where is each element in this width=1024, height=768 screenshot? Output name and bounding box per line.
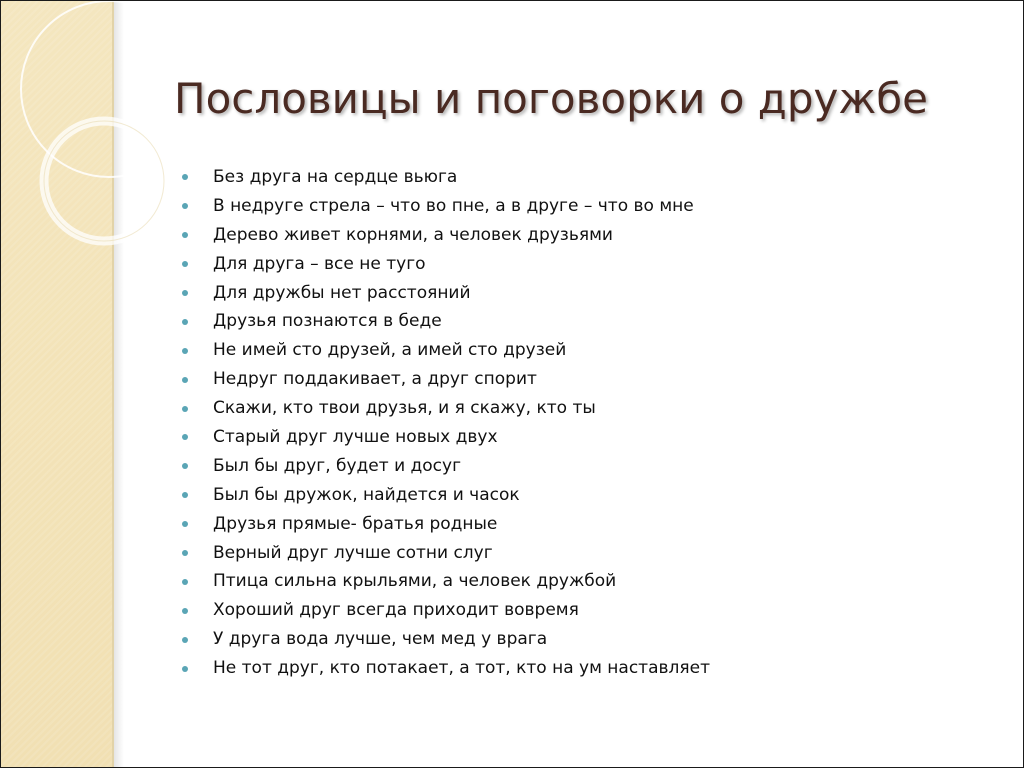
proverb-text: Хороший друг всегда приходит вовремя (213, 600, 579, 621)
bullet-icon (182, 406, 188, 412)
proverb-list (182, 163, 982, 683)
bullet-icon (182, 608, 188, 614)
proverb-text: Был бы дружок, найдется и часок (213, 484, 520, 505)
list-item (182, 625, 982, 654)
list-item (182, 250, 982, 279)
bullet-icon (182, 232, 188, 238)
bullet-icon (182, 261, 188, 267)
bullet-icon (182, 463, 188, 469)
decorative-ring-small (44, 121, 164, 241)
bullet-icon (182, 174, 188, 180)
proverb-text: Птица сильна крыльями, а человек дружбой (213, 571, 617, 592)
bullet-icon (182, 348, 188, 354)
proverb-text: Был бы друг, будет и досуг (213, 455, 462, 476)
list-item (182, 307, 982, 336)
proverb-text: Старый друг лучше новых двух (213, 427, 498, 448)
list-item (182, 654, 982, 683)
proverb-text: В недруге стрела – что во пне, а в друге – что во мне (213, 195, 694, 216)
proverb-text: Не имей сто друзей, а имей сто друзей (213, 340, 567, 361)
list-item (182, 481, 982, 510)
proverb-text: Для дружбы нет расстояний (213, 282, 471, 303)
bullet-icon (182, 550, 188, 556)
bullet-icon (182, 521, 188, 527)
list-item (182, 279, 982, 308)
bullet-icon (182, 434, 188, 440)
bullet-icon (182, 290, 188, 296)
bullet-icon (182, 203, 188, 209)
proverb-text: Без друга на сердце вьюга (213, 167, 458, 187)
list-item (182, 394, 982, 423)
list-item (182, 423, 982, 452)
proverb-text: Верный друг лучше сотни слуг (213, 542, 493, 563)
list-item (182, 163, 982, 192)
bullet-icon (182, 319, 188, 325)
bullet-icon (182, 492, 188, 498)
bullet-icon (182, 666, 188, 672)
list-item (182, 365, 982, 394)
proverb-text: У друга вода лучше, чем мед у врага (213, 629, 548, 650)
list-item (182, 221, 982, 250)
proverb-text: Недруг поддакивает, а друг спорит (213, 369, 537, 390)
list-item (182, 567, 982, 596)
bullet-icon (182, 377, 188, 383)
proverb-text: Для друга – все не туго (213, 253, 426, 274)
bullet-icon (182, 637, 188, 643)
bullet-icon (182, 579, 188, 585)
proverb-text: Скажи, кто твои друзья, и я скажу, кто ты (213, 398, 596, 419)
page-title: Пословицы и поговорки о дружбе (174, 74, 928, 123)
proverb-text: Не тот друг, кто потакает, а тот, кто на ум наставляет (213, 658, 710, 679)
list-item (182, 510, 982, 539)
proverb-text: Дерево живет корнями, а человек друзьями (213, 224, 613, 245)
decorative-rings (1, 1, 181, 301)
list-item (182, 336, 982, 365)
list-item (182, 452, 982, 481)
proverb-text: Друзья прямые- братья родные (213, 513, 498, 534)
list-item (182, 192, 982, 221)
list-item (182, 596, 982, 625)
proverb-text: Друзья познаются в беде (213, 311, 442, 332)
list-item (182, 539, 982, 568)
